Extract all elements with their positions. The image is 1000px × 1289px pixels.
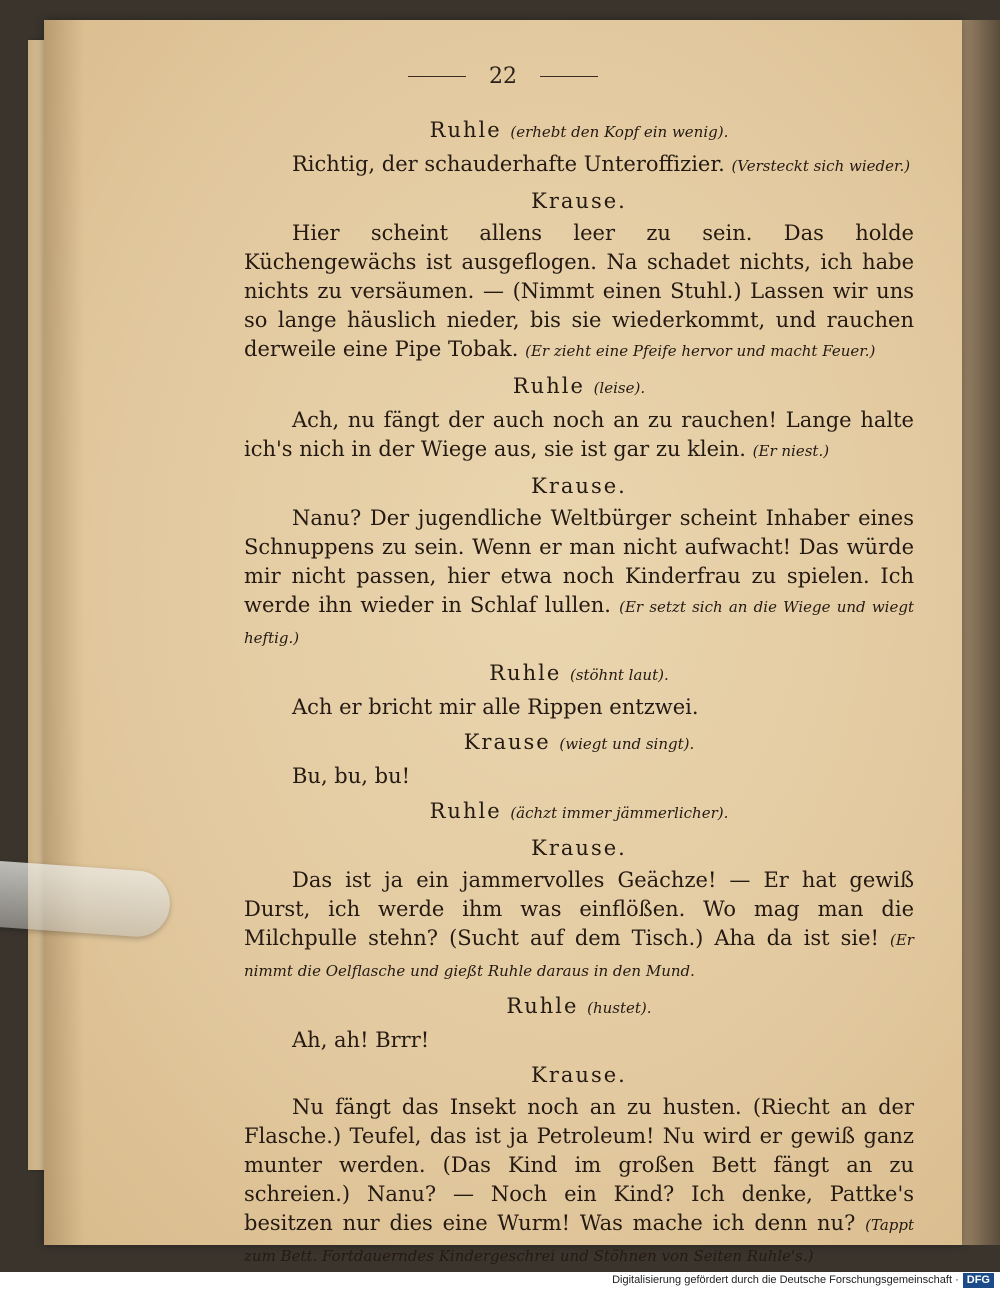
speaker-line (244, 992, 914, 1023)
speaker-name: Krause. (531, 474, 627, 498)
speaker-line (244, 728, 914, 759)
footer-bar: Digitalisierung gefördert durch die Deutsche Forschungsgemeinschaft · DFG (0, 1272, 1000, 1289)
stage-direction: (wiegt und singt). (559, 735, 695, 753)
stage-direction: (hustet). (587, 999, 652, 1017)
speaker-name: Krause. (531, 1063, 627, 1087)
speaker-name: Krause. (531, 189, 627, 213)
speaker-line (244, 472, 914, 501)
dialogue-text: Richtig, der schauderhafte Unteroffizier. (292, 152, 725, 176)
stage-direction: (Er niest.) (752, 442, 830, 460)
dialogue-paragraph (244, 504, 914, 653)
dialogue-paragraph (244, 762, 914, 791)
stage-direction: (Er zieht eine Pfeife hervor und macht Feuer.) (525, 342, 876, 360)
speaker-line (244, 372, 914, 403)
speaker-line (244, 659, 914, 690)
spine-shadow (44, 20, 84, 1245)
dialogue-paragraph (244, 406, 914, 466)
speaker-line (244, 834, 914, 863)
stage-direction: (leise). (593, 379, 646, 397)
speaker-name: Krause. (531, 836, 627, 860)
dialogue-paragraph (244, 693, 914, 722)
dialogue-text: Bu, bu, bu! (292, 764, 411, 788)
dialogue-paragraph (244, 150, 914, 181)
dialogue-text: Ah, ah! Brrr! (292, 1028, 430, 1052)
stage-direction: (stöhnt laut). (569, 666, 669, 684)
stage-direction: (Er setzt sich an die Wiege und wiegt heftig.) (244, 598, 914, 647)
page-number: 22 (489, 64, 517, 89)
speaker-name: Ruhle (429, 118, 502, 142)
speaker-line (244, 116, 914, 147)
header-rule-right (540, 76, 598, 77)
dfg-logo: DFG (963, 1273, 994, 1288)
stage-direction: (Versteckt sich wieder.) (731, 157, 911, 175)
dialogue-text: Nanu? Der jugendliche Weltbürger scheint Inhaber eines Schnuppens zu sein. Wenn er man nicht aufwacht! Das würde mir nicht passen, hier etwa noch Kinderfrau zu spielen. Ich werde ihn wieder in Schlaf lullen. (244, 506, 914, 617)
dialogue-text: Das ist ja ein jammervolles Geächze! — Er hat gewiß Durst, ich werde ihm was einflößen. Wo mag man die Milchpulle stehn? (Sucht auf dem Tisch.) Aha da ist sie! (244, 868, 914, 950)
stage-direction: (Er nimmt die Oelflasche und gießt Ruhle daraus in den Mund. (244, 931, 914, 980)
speaker-name: Krause (463, 730, 551, 754)
speaker-line (244, 187, 914, 216)
stage-direction: (ächzt immer jämmerlicher). (510, 804, 729, 822)
dialogue-text: Nu fängt das Insekt noch an zu husten. (Riecht an der Flasche.) Teufel, das ist ja Petroleum! Nu wird er gewiß ganz munter werden. (Das Kind im großen Bett fängt an zu schreien.) Nanu? — Noch ein Kind? Ich denke, Pattke's besitzen nur dies eine Wurm! Was mache ich denn nu? (244, 1095, 914, 1235)
dialogue-text: Ach er bricht mir alle Rippen entzwei. (292, 695, 699, 719)
dialogue-text: Ach, nu fängt der auch noch an zu rauchen! Lange halte ich's nich in der Wiege aus, sie ist gar zu klein. (244, 408, 914, 461)
dialogue-paragraph (244, 219, 914, 366)
page-clip (0, 859, 172, 939)
speaker-line (244, 797, 914, 828)
play-text (244, 110, 914, 1271)
stage-direction: (Tappt zum Bett. Fortdauerndes Kindergeschrei und Stöhnen von Seiten Ruhle's.) (244, 1216, 915, 1265)
facing-page-edge (962, 20, 1000, 1245)
speaker-name: Ruhle (489, 661, 562, 685)
speaker-line (244, 1061, 914, 1090)
dialogue-text: Hier scheint allens leer zu sein. Das holde Küchengewächs ist ausgeflogen. Na schadet nichts, ich habe nichts zu versäumen. — (Nimmt einen Stuhl.) Lassen wir uns so lange häuslich nieder, bis sie wiederkommt, und rauchen derweile eine Pipe Tobak. (244, 221, 914, 361)
dialogue-paragraph (244, 1093, 914, 1271)
dialogue-paragraph (244, 1026, 914, 1055)
funding-credit: Digitalisierung gefördert durch die Deutsche Forschungsgemeinschaft (612, 1274, 953, 1286)
speaker-name: Ruhle (506, 994, 579, 1018)
page-header (44, 64, 962, 89)
book-page (44, 20, 962, 1265)
dialogue-paragraph (244, 866, 914, 986)
header-rule-left (408, 76, 466, 77)
speaker-name: Ruhle (512, 374, 585, 398)
stage-direction: (erhebt den Kopf ein wenig). (510, 123, 729, 141)
speaker-name: Ruhle (429, 799, 502, 823)
